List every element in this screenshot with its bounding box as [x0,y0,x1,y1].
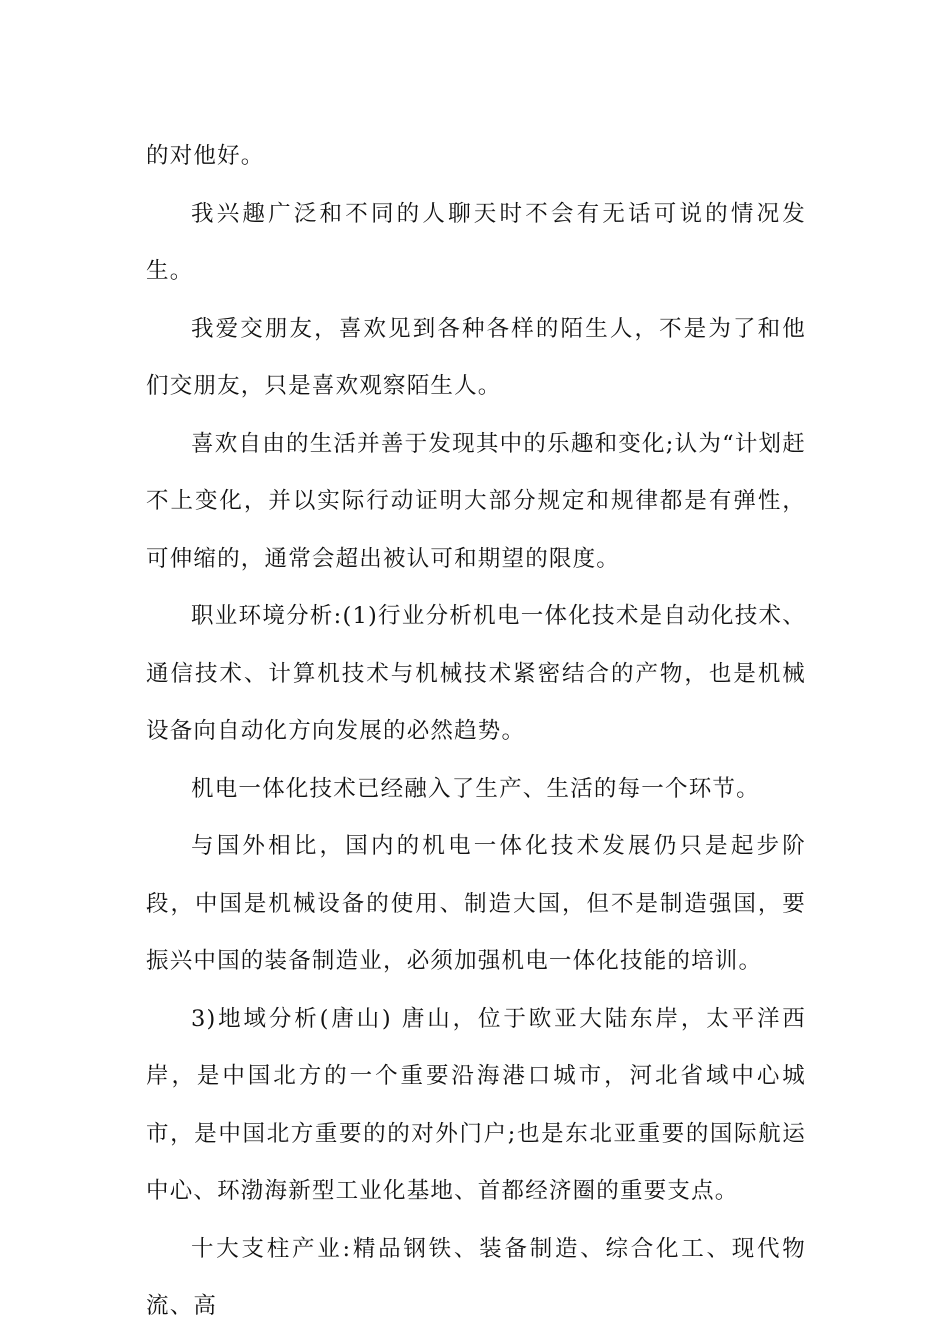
paragraph: 我兴趣广泛和不同的人聊天时不会有无话可说的情况发生。 [146,200,806,284]
paragraph: 机电一体化技术已经融入了生产、生活的每一个环节。 [191,775,760,802]
body-text [146,128,806,1336]
paragraph: 喜欢自由的生活并善于发现其中的乐趣和变化;认为“计划赶不上变化，并以实际行动证明大部分规定和规律都是有弹性，可伸缩的，通常会超出被认可和期望的限度。 [146,430,806,572]
paragraph: 的对他好。 [146,143,265,169]
paragraph: 职业环境分析:(1)行业分析机电一体化技术是自动化技术、通信技术、计算机技术与机械技术紧密结合的产物，也是机械设备向自动化方向发展的必然趋势。 [146,603,806,744]
paragraph: 3)地域分析(唐山) 唐山，位于欧亚大陆东岸，太平洋西岸，是中国北方的一个重要沿海港口城市，河北省域中心城市，是中国北方重要的的对外门户;也是东北亚重要的国际航运中心、环渤海新型工业化基地、首都经济圈的重要支点。 [146,1005,806,1204]
paragraph: 与国外相比，国内的机电一体化技术发展仍只是起步阶段，中国是机械设备的使用、制造大国，但不是制造强国，要振兴中国的装备制造业，必须加强机电一体化技能的培训。 [146,833,806,974]
paragraph: 十大支柱产业:精品钢铁、装备制造、综合化工、现代物流、高 [146,1235,806,1319]
paragraph: 我爱交朋友，喜欢见到各种各样的陌生人，不是为了和他们交朋友，只是喜欢观察陌生人。 [146,315,806,399]
